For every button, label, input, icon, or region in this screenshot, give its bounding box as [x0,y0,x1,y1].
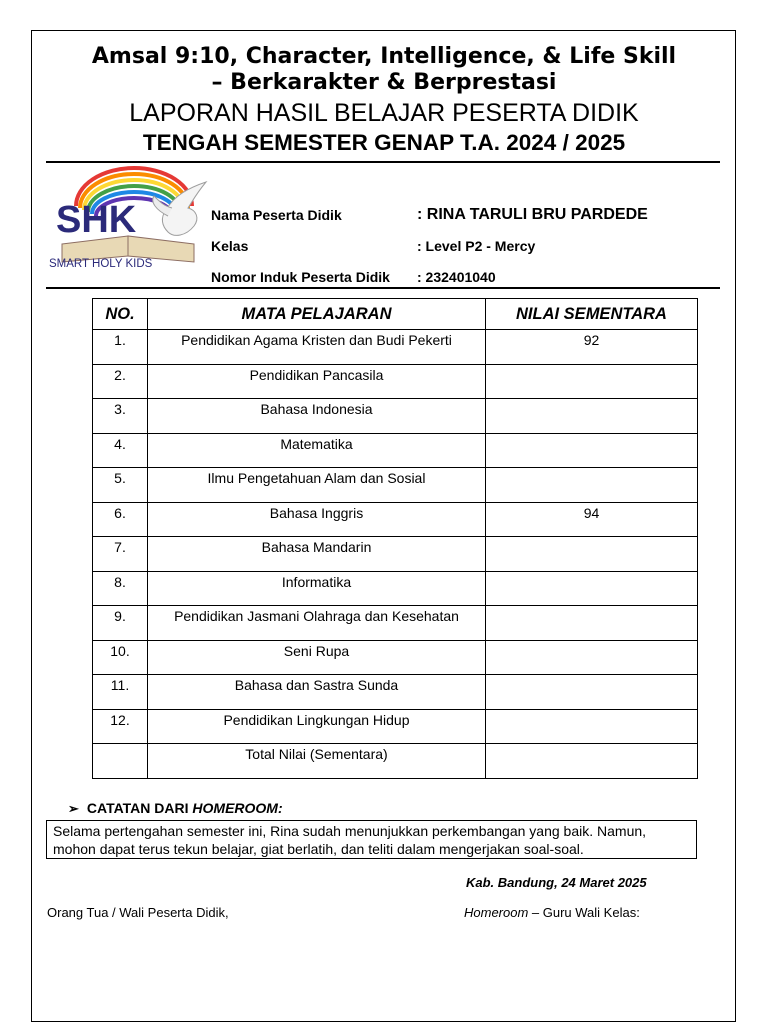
total-label: Total Nilai (Sementara) [148,744,486,779]
table-row [93,502,698,537]
row-score [486,468,698,503]
row-score [486,571,698,606]
row-number: 4. [93,433,148,468]
logo-text: SHK [56,199,137,241]
class-value: : Level P2 - Mercy [417,238,536,254]
row-score: 92 [486,330,698,365]
row-subject: Pendidikan Agama Kristen dan Budi Pekerti [148,330,486,365]
motto-line-2: – Berkarakter & Berprestasi [211,70,557,95]
row-subject: Pendidikan Pancasila [148,364,486,399]
table-row [93,606,698,641]
teacher-label-rest: – Guru Wali Kelas: [528,905,640,920]
table-row [93,399,698,434]
row-subject: Bahasa Indonesia [148,399,486,434]
parent-signature-label: Orang Tua / Wali Peserta Didik, [47,905,229,920]
table-header-row [93,299,698,330]
student-id-label: Nomor Induk Peserta Didik [211,269,390,285]
table-row [93,330,698,365]
logo-tagline: SMART HOLY KIDS [49,258,153,270]
row-subject: Pendidikan Lingkungan Hidup [148,709,486,744]
row-score [486,364,698,399]
row-score [486,537,698,572]
row-number: 11. [93,675,148,710]
total-number-cell [93,744,148,779]
row-subject: Seni Rupa [148,640,486,675]
report-subtitle: TENGAH SEMESTER GENAP T.A. 2024 / 2025 [142,130,626,155]
table-row [93,364,698,399]
class-label: Kelas [211,238,249,254]
row-number: 9. [93,606,148,641]
row-number: 7. [93,537,148,572]
report-title: LAPORAN HASIL BELAJAR PESERTA DIDIK [129,99,639,127]
total-row [93,744,698,779]
row-number: 6. [93,502,148,537]
table-row [93,571,698,606]
table-row [93,675,698,710]
header-no: NO. [93,299,148,330]
row-subject: Matematika [148,433,486,468]
table-row [93,433,698,468]
name-value: : RINA TARULI BRU PARDEDE [417,206,648,223]
row-number: 10. [93,640,148,675]
school-logo [46,166,212,272]
motto-line-1: Amsal 9:10, Character, Intelligence, & Life Skill [91,44,677,69]
notes-box: Selama pertengahan semester ini, Rina sudah menunjukkan perkembangan yang baik. Namun, mohon dapat terus tekun belajar, giat berlatih, dan teliti dalam mengerjakan soal-soal. [46,820,697,859]
grades-table [92,298,698,779]
row-subject: Bahasa Inggris [148,502,486,537]
row-number: 2. [93,364,148,399]
table-row [93,709,698,744]
table-row [93,468,698,503]
total-value [486,744,698,779]
report-date: Kab. Bandung, 24 Maret 2025 [466,875,647,890]
row-score [486,709,698,744]
notes-heading-emph: HOMEROOM: [192,800,283,816]
row-number: 3. [93,399,148,434]
row-number: 5. [93,468,148,503]
arrow-bullet-icon: ➢ [68,801,79,816]
name-label: Nama Peserta Didik [211,207,342,223]
row-score [486,640,698,675]
row-score [486,399,698,434]
row-subject: Bahasa Mandarin [148,537,486,572]
row-subject: Pendidikan Jasmani Olahraga dan Kesehatan [148,606,486,641]
row-subject: Ilmu Pengetahuan Alam dan Sosial [148,468,486,503]
teacher-label-emph: Homeroom [464,905,529,920]
row-number: 8. [93,571,148,606]
notes-heading [68,800,283,817]
info-divider [46,287,720,289]
teacher-signature-label [464,905,640,920]
row-score: 94 [486,502,698,537]
notes-heading-prefix: CATATAN DARI [86,800,193,816]
row-score [486,433,698,468]
header-score: NILAI SEMENTARA [486,299,698,330]
header-divider [46,161,720,163]
table-row [93,640,698,675]
school-motto [0,44,768,96]
row-score [486,606,698,641]
row-subject: Informatika [148,571,486,606]
table-row [93,537,698,572]
row-number: 12. [93,709,148,744]
row-score [486,675,698,710]
row-subject: Bahasa dan Sastra Sunda [148,675,486,710]
student-id-value: : 232401040 [417,269,496,285]
header-subject: MATA PELAJARAN [148,299,486,330]
row-number: 1. [93,330,148,365]
